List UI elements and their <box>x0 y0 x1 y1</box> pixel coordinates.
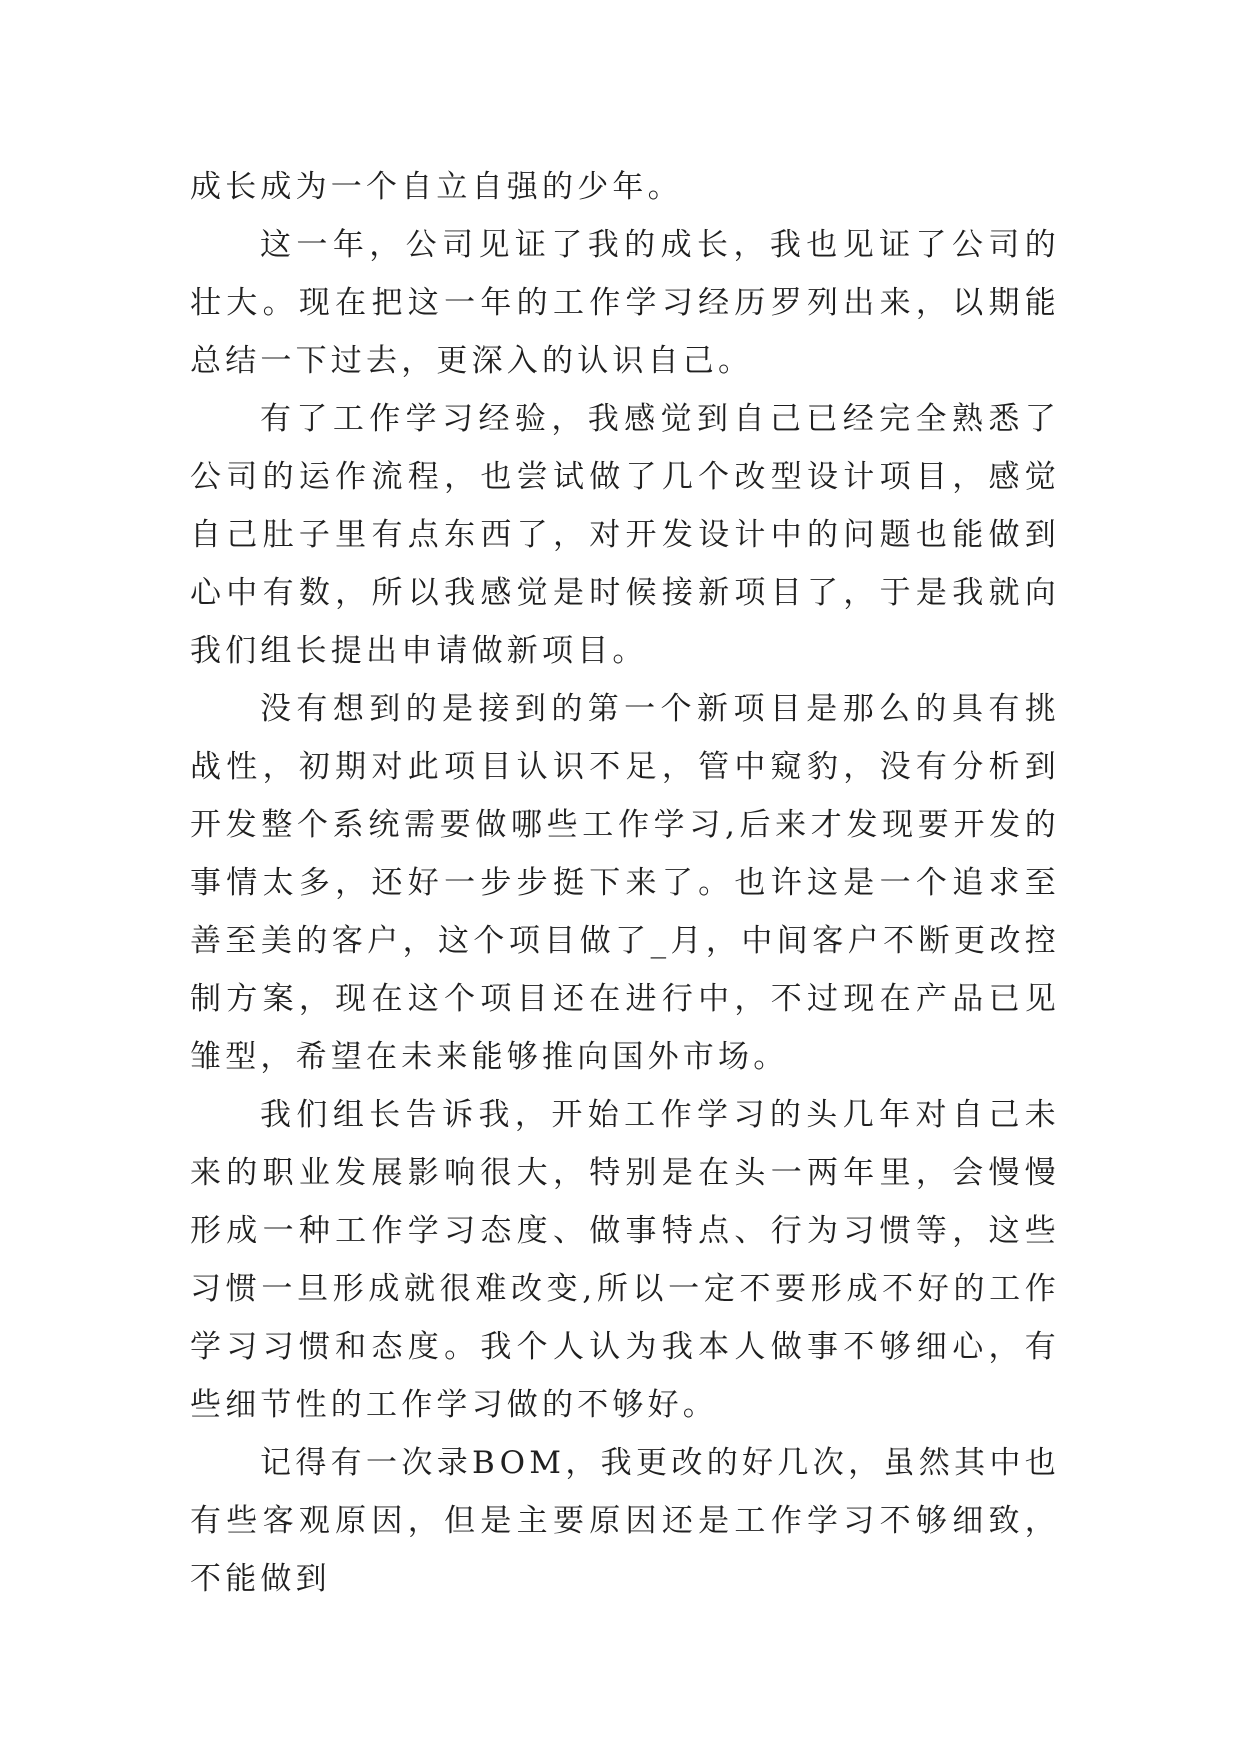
document-body <box>190 158 1060 1608</box>
paragraph: 有了工作学习经验，我感觉到自己已经完全熟悉了公司的运作流程，也尝试做了几个改型设计项目，感觉自己肚子里有点东西了，对开发设计中的问题也能做到心中有数，所以我感觉是时候接新项目了，于是我就向我们组长提出申请做新项目。 <box>190 401 1060 669</box>
paragraph: 这一年，公司见证了我的成长，我也见证了公司的壮大。现在把这一年的工作学习经历罗列出来，以期能总结一下过去，更深入的认识自己。 <box>190 227 1060 379</box>
paragraph: 成长成为一个自立自强的少年。 <box>190 169 683 205</box>
paragraph: 我们组长告诉我，开始工作学习的头几年对自己未来的职业发展影响很大，特别是在头一两年里，会慢慢形成一种工作学习态度、做事特点、行为习惯等，这些习惯一旦形成就很难改变,所以一定不要形成不好的工作学习习惯和态度。我个人认为我本人做事不够细心，有些细节性的工作学习做的不够好。 <box>190 1097 1060 1423</box>
paragraph: 没有想到的是接到的第一个新项目是那么的具有挑战性，初期对此项目认识不足，管中窥豹，没有分析到开发整个系统需要做哪些工作学习,后来才发现要开发的事情太多，还好一步步挺下来了。也许这是一个追求至善至美的客户，这个项目做了_月，中间客户不断更改控制方案，现在这个项目还在进行中，不过现在产品已见雏型，希望在未来能够推向国外市场。 <box>190 691 1060 1075</box>
paragraph: 记得有一次录BOM，我更改的好几次，虽然其中也有些客观原因，但是主要原因还是工作学习不够细致，不能做到 <box>190 1445 1060 1597</box>
